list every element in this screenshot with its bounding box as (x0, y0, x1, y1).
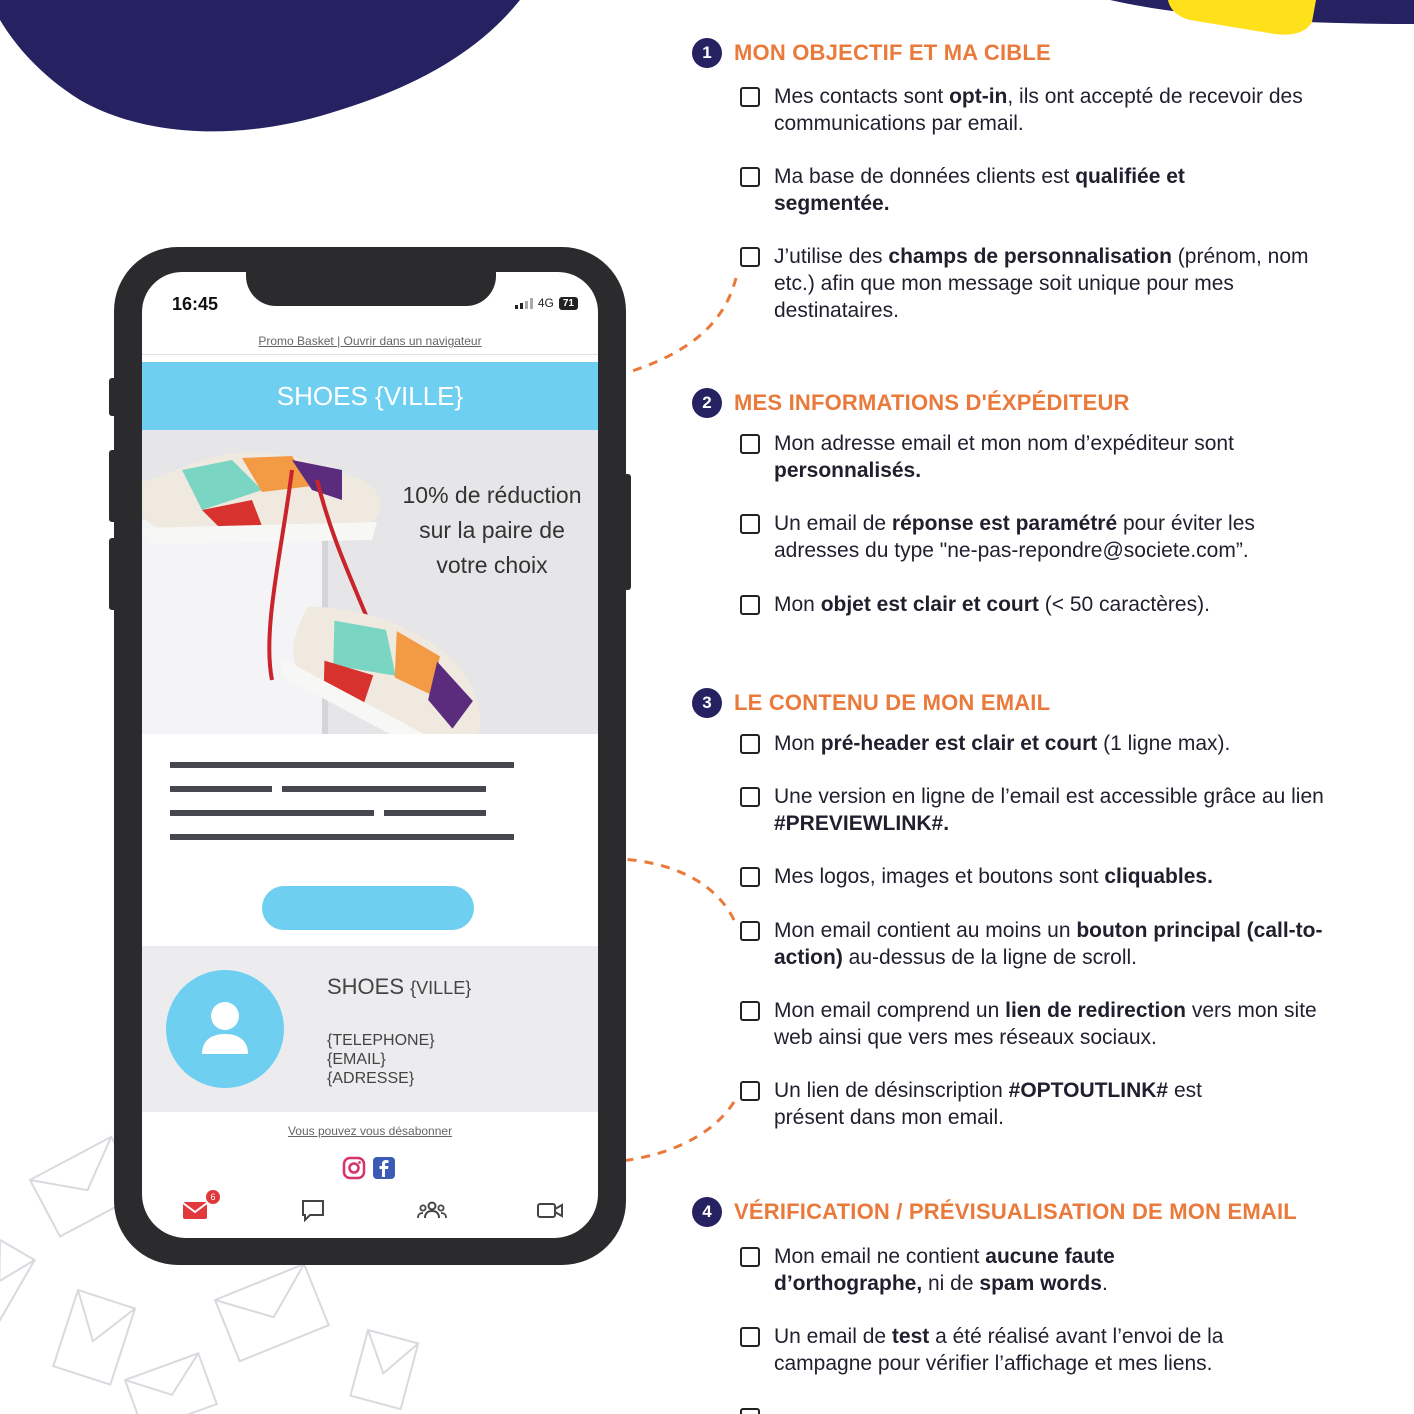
checklist-item-text: J’utilise des champs de personnalisation (prénom, nom etc.) afin que mon message soit unique pour mes destinataires. (774, 245, 1309, 322)
section-3-number: 3 (692, 688, 722, 718)
checklist-item (740, 783, 1330, 837)
contact-company (327, 974, 471, 1000)
section-3-header (692, 688, 1050, 718)
checklist-item (740, 83, 1330, 137)
checklist-item-text: Mon email contient au moins un bouton principal (call-to-action) au-dessus de la ligne de scroll. (774, 919, 1323, 969)
signal-icon (515, 298, 533, 309)
checklist-item (740, 163, 1330, 217)
yellow-envelope-corner (1168, 0, 1316, 35)
phone-notch (246, 272, 496, 306)
hero-promo-text (392, 478, 592, 583)
section-4-header (692, 1197, 1297, 1227)
checklist-item-text: Mon pré-header est clair et court (1 ligne max). (774, 732, 1231, 755)
text-line (170, 762, 514, 768)
text-line (170, 786, 272, 792)
contact-name: SHOES (327, 974, 405, 999)
phone-volume-down (109, 538, 117, 610)
navy-wave (0, 0, 520, 131)
cta-button[interactable] (262, 886, 474, 930)
tab-mail[interactable] (180, 1190, 220, 1226)
checkbox[interactable] (740, 1408, 760, 1414)
chat-icon (300, 1198, 328, 1222)
tab-video[interactable] (532, 1190, 572, 1226)
contact-block (142, 946, 598, 1112)
checklist-item (740, 1077, 1330, 1131)
avatar (166, 970, 284, 1088)
section-1-header (692, 38, 1051, 68)
phone-volume-up (109, 450, 117, 522)
checkbox[interactable] (740, 247, 760, 267)
checklist-item (740, 430, 1330, 484)
checklist-item-text: Un email de réponse est paramétré pour éviter les adresses du type "ne-pas-repondre@societe.com”. (774, 512, 1255, 562)
unsubscribe-link[interactable] (142, 1124, 598, 1138)
text-line (170, 810, 374, 816)
checkbox[interactable] (740, 787, 760, 807)
section-2-number: 2 (692, 388, 722, 418)
checkbox[interactable] (740, 1001, 760, 1021)
checklist-item-text: Mes contacts sont opt-in, ils ont accepté de recevoir des communications par email. (774, 85, 1303, 135)
section-3-title: LE CONTENU DE MON EMAIL (734, 690, 1051, 715)
checklist-item (740, 863, 1330, 890)
checkbox[interactable] (740, 434, 760, 454)
checklist-item-text: Mes logos, images et boutons sont cliquables. (774, 865, 1213, 888)
checkbox[interactable] (740, 1327, 760, 1347)
checklist-item-text: Un lien de désinscription #OPTOUTLINK# est présent dans mon email. (774, 1079, 1202, 1129)
checklist-item (740, 1323, 1330, 1377)
checklist-item-text: Mon email comprend un lien de redirection vers mon site web ainsi que vers mes réseaux sociaux. (774, 999, 1317, 1049)
checkbox[interactable] (740, 1247, 760, 1267)
checkbox[interactable] (740, 1081, 760, 1101)
hero-text-line-3: votre choix (436, 552, 548, 578)
instagram-icon[interactable] (342, 1156, 366, 1180)
checklist-item (740, 591, 1330, 618)
checklist-item-partial (740, 1404, 1330, 1414)
checkbox[interactable] (740, 167, 760, 187)
app-tab-bar (142, 1190, 598, 1230)
section-2-title: MES INFORMATIONS D'ÉXPÉDITEUR (734, 390, 1130, 415)
contact-email: {EMAIL} (327, 1051, 386, 1068)
checklist-item-text: Un email de test a été réalisé avant l’envoi de la campagne pour vérifier l’affichage et mes liens. (774, 1325, 1224, 1375)
phone-screen (142, 272, 598, 1238)
contact-address: {ADRESSE} (327, 1070, 415, 1087)
tab-chat[interactable] (296, 1190, 336, 1226)
network-label: 4G (537, 296, 554, 310)
mail-icon (182, 1198, 210, 1222)
contact-phone: {TELEPHONE} (327, 1032, 435, 1049)
section-4-number: 4 (692, 1197, 722, 1227)
checkbox[interactable] (740, 595, 760, 615)
mail-badge: 6 (206, 1190, 220, 1204)
checklist-item (740, 1243, 1330, 1297)
checkbox[interactable] (740, 87, 760, 107)
checklist-item-text: Mon objet est clair et court (< 50 caractères). (774, 593, 1210, 616)
text-line (282, 786, 486, 792)
checklist-item-text: Mon adresse email et mon nom d’expéditeur sont personnalisés. (774, 432, 1234, 482)
video-camera-icon (536, 1198, 566, 1222)
phone-side-button (109, 378, 117, 416)
checklist-item (740, 510, 1330, 564)
hero-image[interactable] (142, 430, 598, 734)
checkbox[interactable] (740, 867, 760, 887)
checklist-item (740, 997, 1330, 1051)
section-4-title: VÉRIFICATION / PRÉVISUALISATION DE MON EMAIL (734, 1199, 1297, 1224)
phone-power-button (623, 474, 631, 590)
checklist-item (740, 243, 1330, 324)
facebook-icon[interactable] (372, 1156, 396, 1180)
checklist-item-text: Mon email ne contient aucune faute d’orthographe, ni de spam words. (774, 1245, 1115, 1295)
open-in-browser-link[interactable] (142, 334, 598, 355)
section-1-title: MON OBJECTIF ET MA CIBLE (734, 40, 1051, 65)
status-time: 16:45 (172, 294, 219, 314)
checkbox[interactable] (740, 921, 760, 941)
checkbox[interactable] (740, 734, 760, 754)
unsubscribe-text: Vous pouvez vous désabonner (287, 1124, 453, 1138)
group-icon (416, 1198, 448, 1222)
text-line (170, 834, 514, 840)
social-links (342, 1156, 396, 1180)
battery-icon: 71 (559, 297, 578, 310)
contact-city: {VILLE} (410, 978, 472, 998)
section-1-number: 1 (692, 38, 722, 68)
tab-contacts[interactable] (412, 1190, 452, 1226)
user-icon (166, 970, 284, 1088)
status-indicators (515, 296, 578, 310)
checklist-item-text: Ma base de données clients est qualifiée et segmentée. (774, 165, 1185, 215)
email-header-banner[interactable]: SHOES {VILLE} (142, 362, 598, 430)
promo-link-text: Promo Basket | Ouvrir dans un navigateur (258, 334, 482, 348)
checklist-item (740, 730, 1330, 757)
hero-text-line-1: 10% de réduction (402, 482, 582, 508)
text-line (384, 810, 486, 816)
checkbox[interactable] (740, 514, 760, 534)
hero-text-line-2: sur la paire de (419, 517, 565, 543)
checklist-item-text: Une version en ligne de l’email est accessible grâce au lien #PREVIEWLINK#. (774, 785, 1324, 835)
section-2-header (692, 388, 1130, 418)
checklist-item (740, 917, 1330, 971)
